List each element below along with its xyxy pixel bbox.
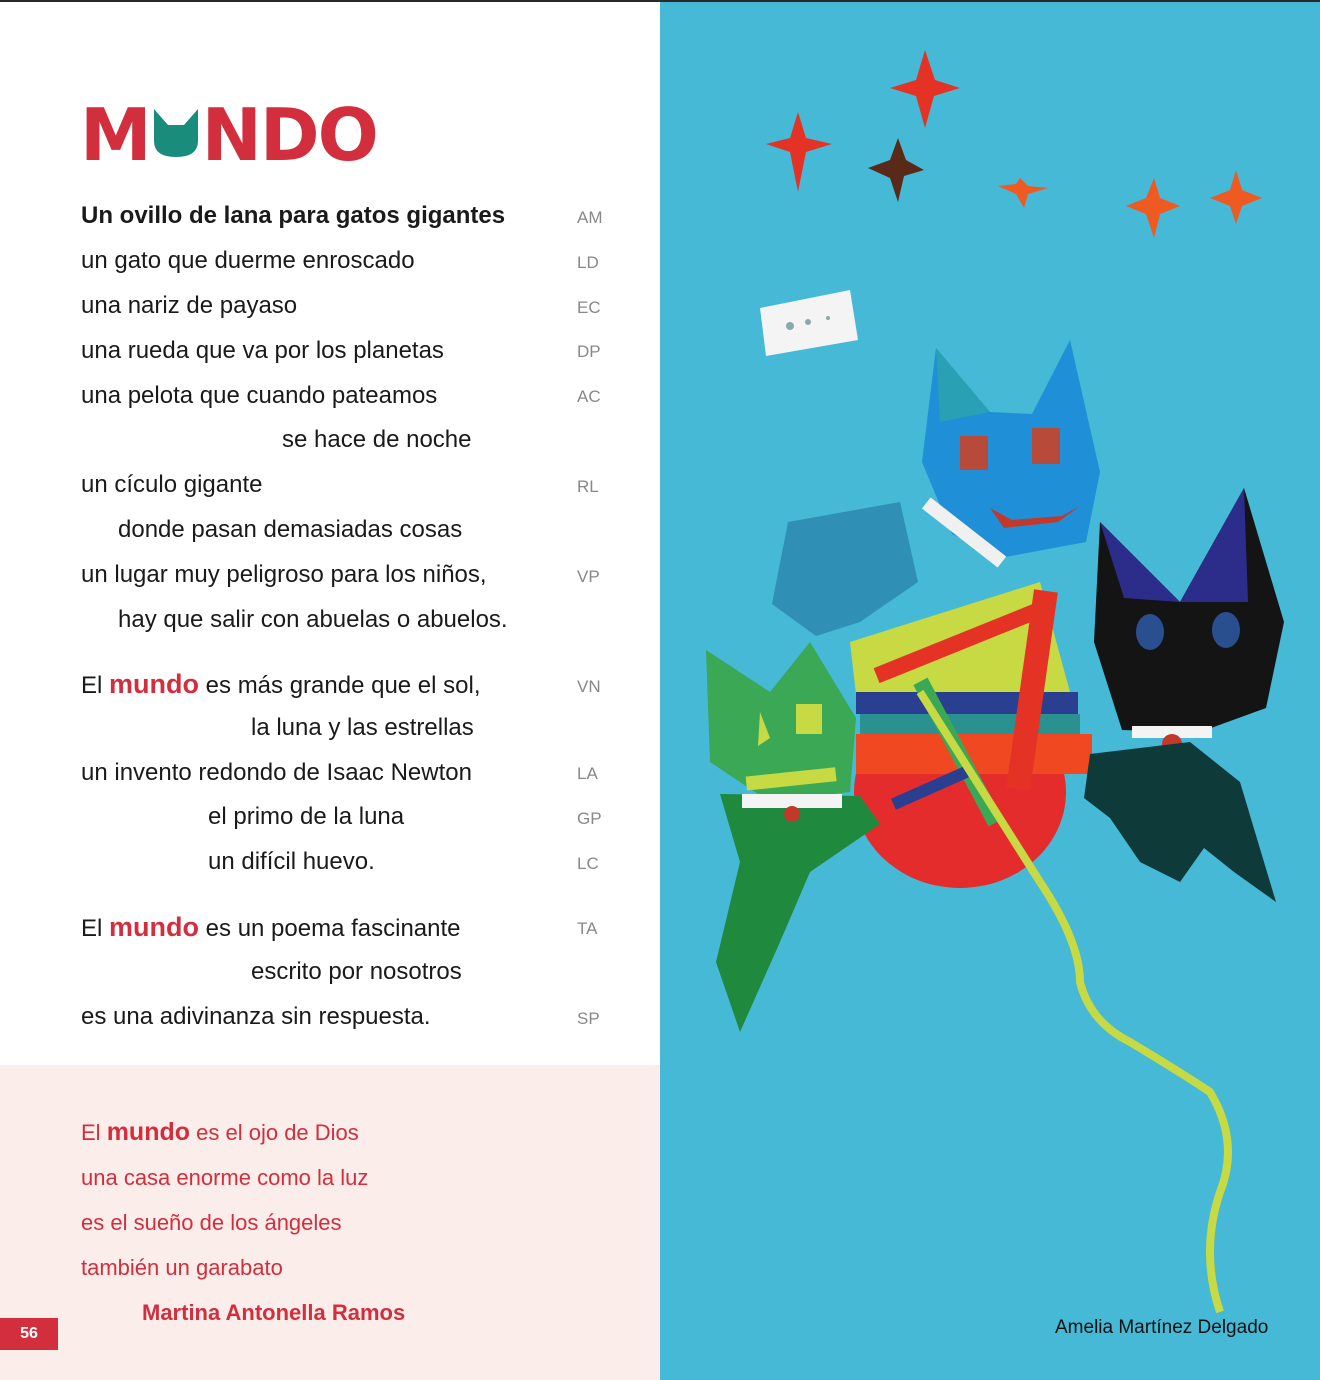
poem-line-14: el primo de la luna [208, 803, 405, 830]
poem-line-1: Un ovillo de lana para gatos gigantes [81, 202, 506, 229]
highlight-word: mundo [109, 669, 199, 699]
line-text: El [81, 915, 103, 942]
poem2-line-2: una casa enorme como la luz [81, 1165, 369, 1190]
poem-line-3: una nariz de payaso [81, 292, 298, 319]
title-part-2: NDO [201, 93, 377, 177]
poem-line-2: un gato que duerme enroscado [81, 247, 415, 274]
line-text: es un poema fascinante [205, 915, 461, 942]
poem2-line-3: es el sueño de los ángeles [81, 1210, 342, 1235]
poem-line-18: es una adivinanza sin respuesta. [81, 1003, 431, 1030]
poem-line-9: un lugar muy peligroso para los niños, [81, 561, 487, 588]
highlight-word: mundo [106, 1118, 191, 1146]
author-code: AM [577, 208, 603, 227]
author-code: AC [577, 387, 601, 406]
poem2-line-4: también un garabato [81, 1255, 283, 1280]
poem-line-6: se hace de noche [282, 426, 472, 453]
poem-line-15: un difícil huevo. [208, 848, 375, 875]
poem-line-5: una pelota que cuando pateamos [81, 382, 438, 409]
line-text: El [81, 672, 103, 699]
author-code: LD [577, 253, 599, 272]
cat-head-icon [152, 107, 200, 164]
poem-line-16 [81, 912, 461, 944]
cats-collage-illustration [660, 2, 1320, 1380]
page-number: 56 [0, 1318, 58, 1350]
author-code: EC [577, 298, 601, 317]
title-part-1: M [80, 93, 150, 177]
author-code: VN [577, 677, 601, 696]
author-code: VP [577, 567, 600, 586]
author-code: LC [577, 854, 599, 873]
poem-line-8: donde pasan demasiadas cosas [118, 516, 463, 543]
line-text: es más grande que el sol, [205, 672, 481, 699]
author-code: LA [577, 764, 598, 783]
illustration-credit: Amelia Martínez Delgado [1055, 1317, 1269, 1338]
author-code: TA [577, 919, 598, 938]
author-code: SP [577, 1009, 600, 1028]
poem2-line-1 [81, 1117, 359, 1148]
poem-line-7: un cículo gigante [81, 471, 263, 498]
poem-line-11 [81, 669, 481, 701]
line-text: El [81, 1120, 101, 1145]
line-text: es el ojo de Dios [196, 1120, 359, 1145]
author-code: GP [577, 809, 602, 828]
poem2-author: Martina Antonella Ramos [142, 1300, 406, 1325]
poem-line-12: la luna y las estrellas [251, 714, 474, 741]
poem-line-13: un invento redondo de Isaac Newton [81, 759, 472, 786]
page-title [80, 93, 377, 177]
poem-line-17: escrito por nosotros [251, 958, 462, 985]
highlight-word: mundo [109, 912, 199, 942]
author-code: RL [577, 477, 599, 496]
illustration [660, 2, 1320, 1380]
poem-line-4: una rueda que va por los planetas [81, 337, 444, 364]
author-code: DP [577, 342, 601, 361]
poem-line-10: hay que salir con abuelas o abuelos. [118, 606, 508, 633]
